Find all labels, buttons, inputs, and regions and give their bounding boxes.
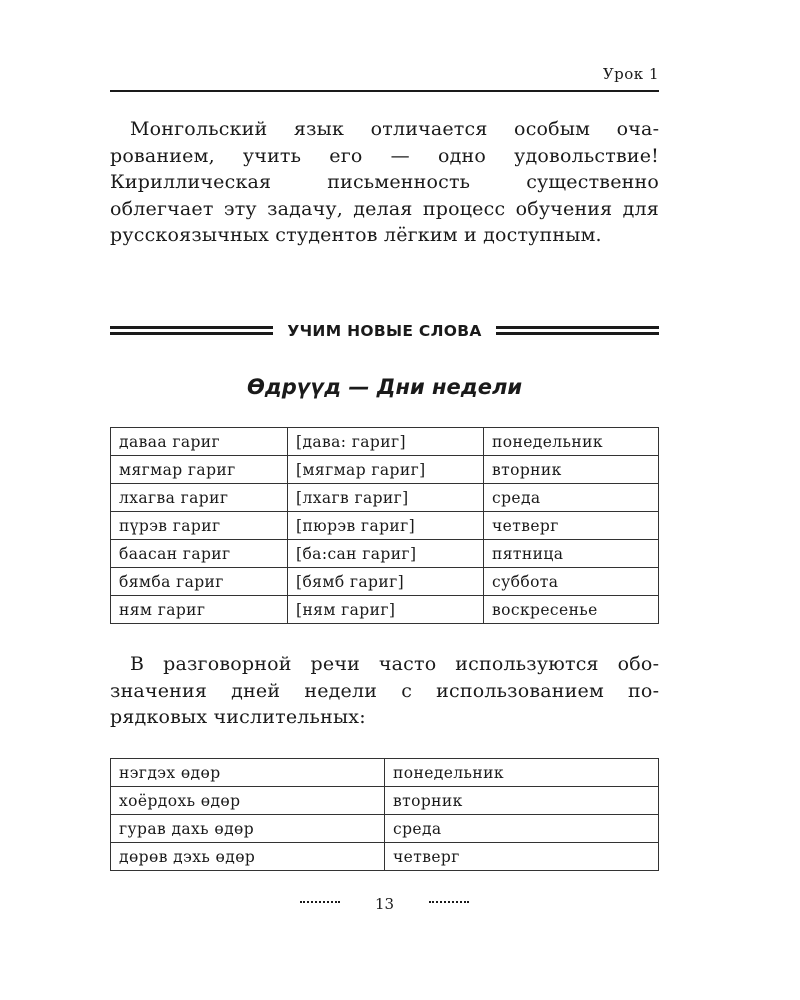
- intro-paragraph: Монгольский язык отличается особым очарованием, учить его — одно удовольствие! Кириллическая письменность существенно облегчает эту задачу, делая процесс обучения для русскоязычных студентов лёгким и доступным.: [110, 118, 659, 246]
- russian-cell: понедельник: [385, 759, 659, 787]
- table-row: [111, 540, 659, 568]
- table-row: [111, 843, 659, 871]
- page-number: 13: [374, 895, 395, 913]
- russian-cell: понедельник: [484, 428, 659, 456]
- transcription-cell: [мягмар гариг]: [288, 456, 484, 484]
- transcription-cell: [бямб гариг]: [288, 568, 484, 596]
- mongolian-cell: дөрөв дэхь өдөр: [111, 843, 385, 871]
- table-row: [111, 512, 659, 540]
- russian-cell: четверг: [385, 843, 659, 871]
- ordinal-days-table: [110, 758, 659, 871]
- footer-dots-left: [300, 901, 340, 905]
- page-footer: [110, 893, 659, 915]
- lesson-label: Урок 1: [602, 65, 659, 83]
- mongolian-cell: лхагва гариг: [111, 484, 288, 512]
- table-row: [111, 428, 659, 456]
- mongolian-cell: нэгдэх өдөр: [111, 759, 385, 787]
- russian-cell: воскресенье: [484, 596, 659, 624]
- russian-cell: вторник: [484, 456, 659, 484]
- heading-rule-left: [110, 326, 273, 335]
- mongolian-cell: гурав дахь өдөр: [111, 815, 385, 843]
- ordinal-paragraph: В разговорной речи часто используются обозначения дней недели с использованием порядковых числительных:: [110, 653, 659, 728]
- russian-cell: среда: [484, 484, 659, 512]
- transcription-cell: [дава: гариг]: [288, 428, 484, 456]
- section-heading: [110, 318, 659, 344]
- table-row: [111, 484, 659, 512]
- days-table-title: Өдрүүд — Дни недели: [246, 375, 523, 399]
- table-row: [111, 596, 659, 624]
- heading-rule-right: [496, 326, 659, 335]
- russian-cell: вторник: [385, 787, 659, 815]
- transcription-cell: [пюрэв гариг]: [288, 512, 484, 540]
- section-heading-text: УЧИМ НОВЫЕ СЛОВА: [287, 322, 482, 340]
- transcription-cell: [ням гариг]: [288, 596, 484, 624]
- mongolian-cell: баасан гариг: [111, 540, 288, 568]
- russian-cell: четверг: [484, 512, 659, 540]
- mongolian-cell: мягмар гариг: [111, 456, 288, 484]
- russian-cell: пятница: [484, 540, 659, 568]
- table-row: [111, 759, 659, 787]
- transcription-cell: [ба:сан гариг]: [288, 540, 484, 568]
- footer-dots-right: [429, 901, 469, 905]
- mongolian-cell: даваа гариг: [111, 428, 288, 456]
- russian-cell: среда: [385, 815, 659, 843]
- russian-cell: суббота: [484, 568, 659, 596]
- mongolian-cell: пүрэв гариг: [111, 512, 288, 540]
- mongolian-cell: бямба гариг: [111, 568, 288, 596]
- days-of-week-table: [110, 427, 659, 624]
- table-row: [111, 787, 659, 815]
- table-row: [111, 815, 659, 843]
- table-row: [111, 568, 659, 596]
- mongolian-cell: ням гариг: [111, 596, 288, 624]
- mongolian-cell: хоёрдохь өдөр: [111, 787, 385, 815]
- table-row: [111, 456, 659, 484]
- transcription-cell: [лхагв гариг]: [288, 484, 484, 512]
- running-header: [110, 62, 659, 92]
